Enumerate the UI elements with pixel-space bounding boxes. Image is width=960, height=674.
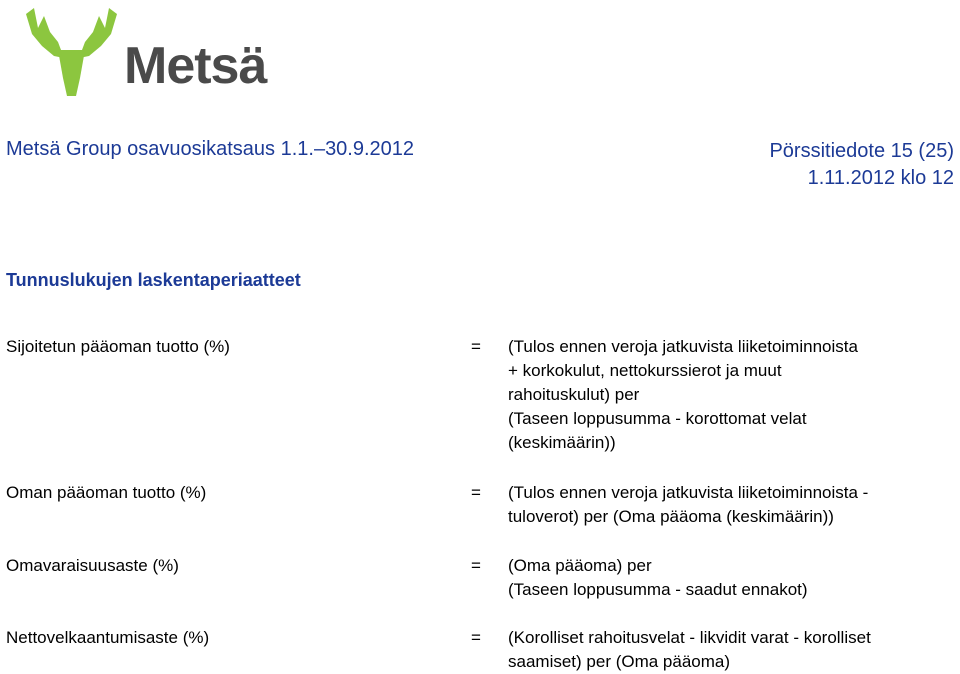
- release-date: 1.11.2012 klo 12: [807, 167, 954, 189]
- definition-line: (keskimäärin)): [508, 433, 616, 452]
- equals-sign: =: [471, 628, 481, 647]
- definition-line: (Tulos ennen veroja jatkuvista liiketoiminnoista: [508, 337, 858, 356]
- formula-term: Omavaraisuusaste (%): [6, 556, 179, 575]
- equals-sign: =: [471, 483, 481, 502]
- definition-line: saamiset) per (Oma pääoma): [508, 652, 731, 671]
- report-title: Metsä Group osavuosikatsaus 1.1.–30.9.2012: [6, 138, 415, 160]
- release-info: [769, 138, 954, 192]
- formula-definition: [508, 481, 960, 529]
- equals-sign: =: [471, 337, 481, 356]
- formula-definition: [508, 335, 960, 455]
- definition-line: (Tulos ennen veroja jatkuvista liiketoiminnoista -: [508, 483, 869, 502]
- formula-term: Nettovelkaantumisaste (%): [6, 628, 210, 647]
- definition-line: tuloverot) per (Oma pääoma (keskimäärin)): [508, 507, 834, 526]
- definition-line: + korkokulut, nettokurssierot ja muut: [508, 361, 782, 380]
- definition-line: (Oma pääoma) per: [508, 556, 652, 575]
- formula-term: Sijoitetun pääoman tuotto (%): [6, 337, 230, 356]
- release-number: Pörssitiedote 15 (25): [769, 140, 954, 162]
- definition-line: (Taseen loppusumma - saadut ennakot): [508, 580, 808, 599]
- definition-line: (Taseen loppusumma - korottomat velat: [508, 409, 807, 428]
- equals-sign: =: [471, 556, 481, 575]
- definition-line: rahoituskulut) per: [508, 385, 640, 404]
- formula-definition: [508, 554, 960, 602]
- definition-line: (Korolliset rahoitusvelat - likvidit varat - korolliset: [508, 628, 871, 647]
- formula-definition: [508, 626, 960, 674]
- section-title: Tunnuslukujen laskentaperiaatteet: [6, 270, 301, 290]
- formula-term: Oman pääoman tuotto (%): [6, 483, 207, 502]
- metsa-logo: [24, 6, 274, 101]
- moose-antler-logo-icon: [24, 6, 119, 101]
- logo-wordmark: Metsä: [124, 37, 267, 95]
